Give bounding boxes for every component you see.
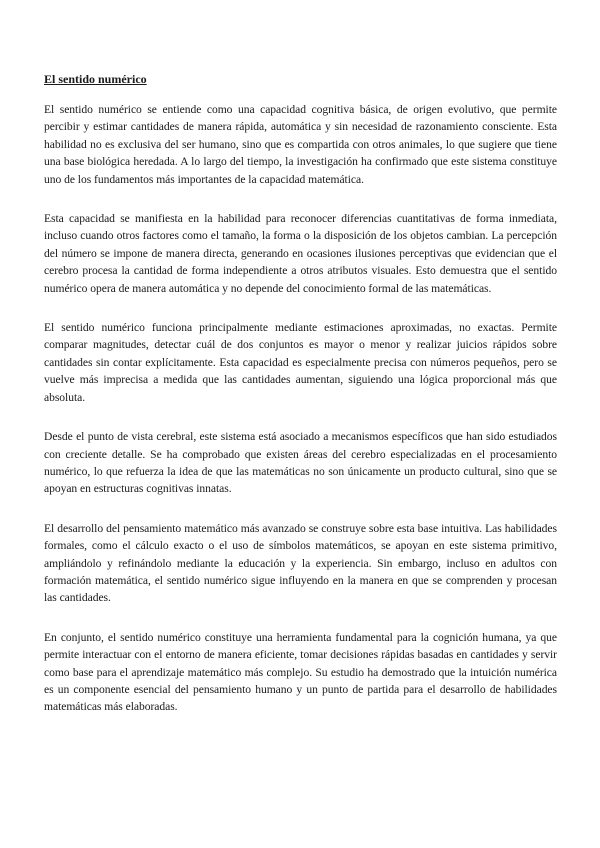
document-body — [44, 71, 557, 738]
paragraph-6: En conjunto, el sentido numérico constituye una herramienta fundamental para la cognición humana, ya que permite interactuar con el entorno de manera eficiente, tomar decisiones rápidas basadas en cantidades y servir como base para el aprendizaje matemático más complejo. Su estudio ha demostrado que la intuición numérica es un componente esencial del pensamiento humano y un punto de partida para el desarrollo de habilidades matemáticas más elaboradas. — [44, 630, 557, 714]
paragraph-2: Esta capacidad se manifiesta en la habilidad para reconocer diferencias cuantitativas de forma inmediata, incluso cuando otros factores como el tamaño, la forma o la disposición de los objetos cambian. La percepción del número se impone de manera directa, generando en ocasiones ilusiones perceptivas que evidencian que el cerebro procesa la cantidad de forma independiente a otros atributos visuales. Esto demuestra que el sentido numérico opera de manera automática y no depende del conocimiento formal de las matemáticas. — [44, 212, 557, 295]
paragraph-1: El sentido numérico se entiende como una capacidad cognitiva básica, de origen evolutivo, que permite percibir y estimar cantidades de manera rápida, automática y sin necesidad de razonamiento consciente. Esta habilidad no es exclusiva del ser humano, sino que es compartida con otros animales, lo que sugiere que tiene una base biológica heredada. A lo largo del tiempo, la investigación ha confirmado que este sistema constituye uno de los fundamentos más importantes de la capacidad matemática. — [44, 103, 557, 186]
document-title: El sentido numérico — [44, 72, 147, 86]
paragraph-3: El sentido numérico funciona principalmente mediante estimaciones aproximadas, no exactas. Permite comparar magnitudes, detectar cuál de dos conjuntos es mayor o menor y realizar juicios rápidos sobre cantidades sin contar explícitamente. Esta capacidad es especialmente precisa con números pequeños, pero se vuelve más imprecisa a medida que las cantidades aumentan, siguiendo una lógica proporcional más que absoluta. — [44, 321, 557, 404]
paragraph-5: El desarrollo del pensamiento matemático más avanzado se construye sobre esta base intuitiva. Las habilidades formales, como el cálculo exacto o el uso de símbolos matemáticos, se apoyan en este sistema primitivo, ampliándolo y refinándolo mediante la educación y la experiencia. Sin embargo, incluso en adultos con formación matemática, el sentido numérico sigue influyendo en la manera en que se comprenden y procesan las cantidades. — [44, 521, 557, 605]
paragraph-4: Desde el punto de vista cerebral, este sistema está asociado a mecanismos específicos que han sido estudiados con creciente detalle. Se ha comprobado que existen áreas del cerebro especializadas en el procesamiento numérico, lo que refuerza la idea de que las matemáticas no son únicamente un producto cultural, sino que se apoyan en estructuras cognitivas innatas. — [44, 430, 557, 496]
